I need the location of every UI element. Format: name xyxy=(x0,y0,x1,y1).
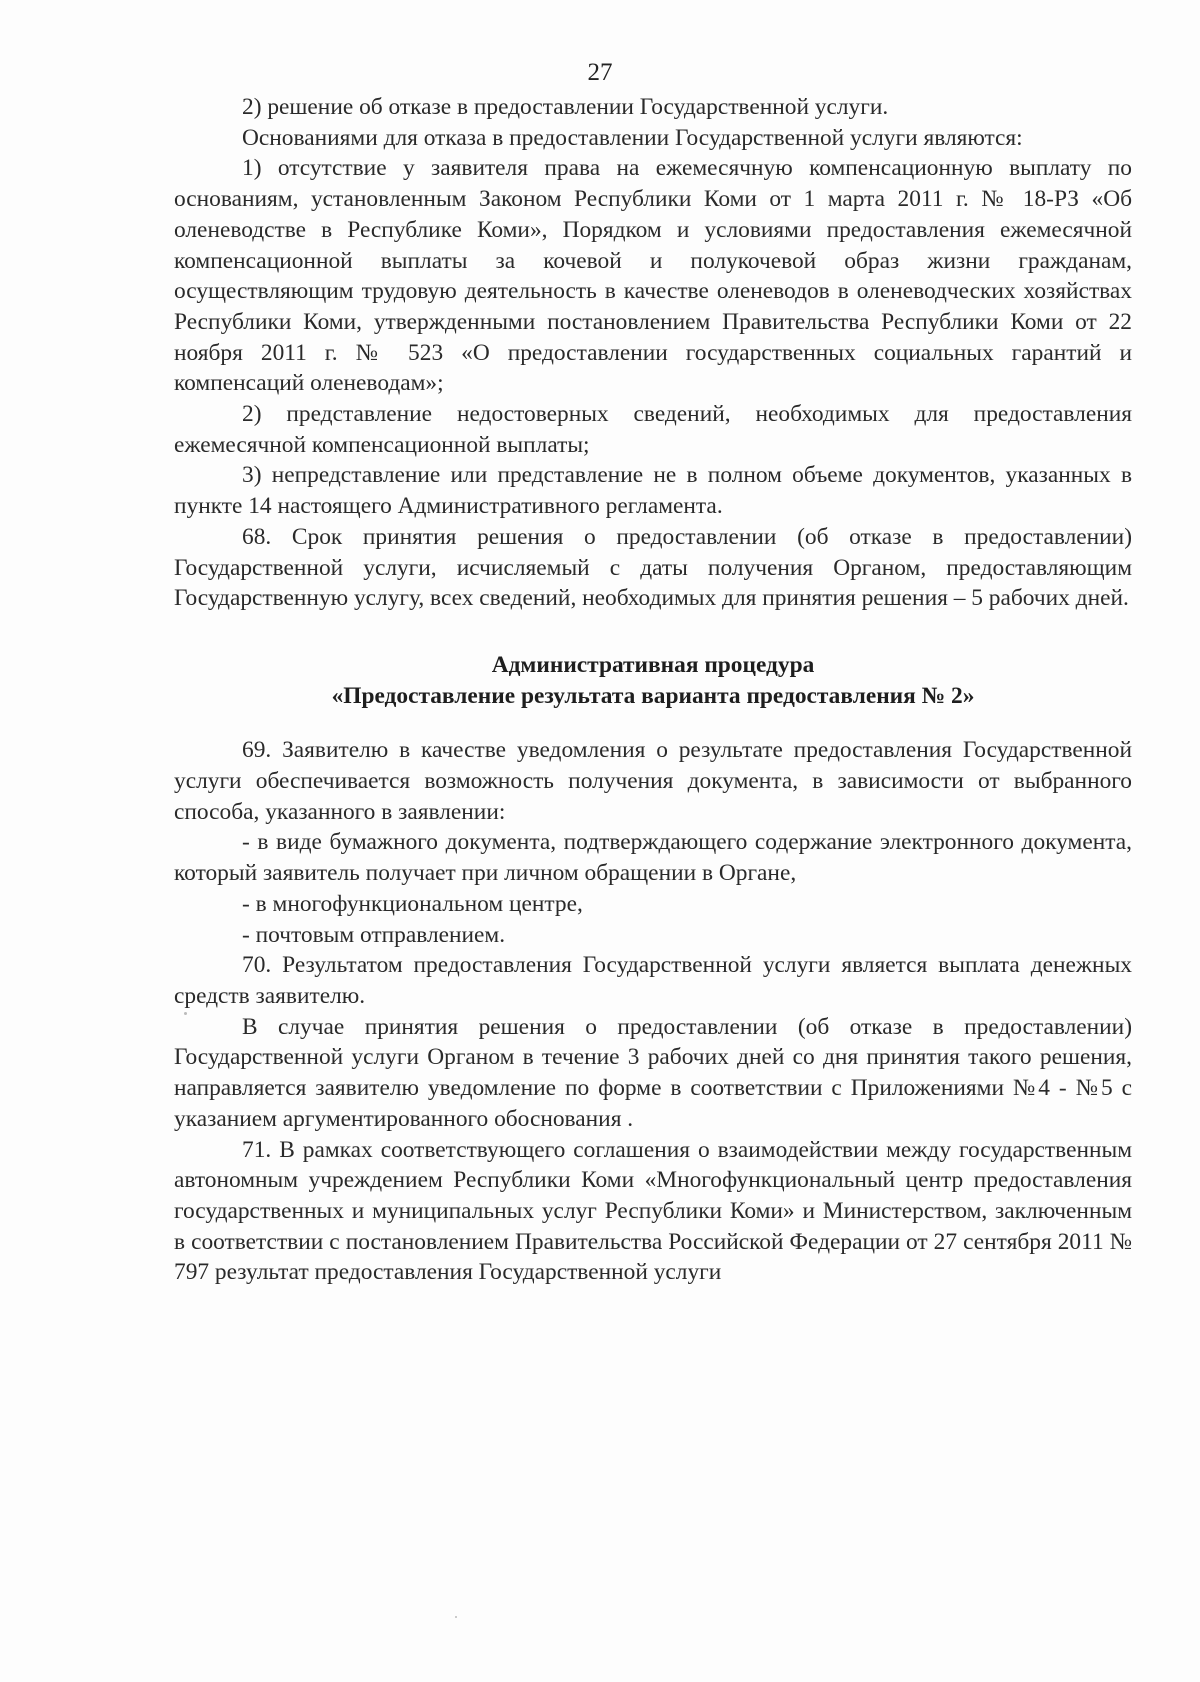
paragraph-refusal-ground-3: 3) непредставление или представление не в полном объеме документов, указанных в пункте 14 настоящего Административного регламента. xyxy=(174,462,1132,520)
section-heading-line-2: «Предоставление результата варианта предоставления № 2» xyxy=(331,682,975,709)
paragraph-68: 68. Срок принятия решения о предоставлении (об отказе в предоставлении) Государственной услуги, исчисляемый с даты получения Органом, предоставляющим Государственную услугу, всех сведений, необходимых для принятия решения – 5 рабочих дней. xyxy=(174,523,1132,612)
scan-artifact-dot xyxy=(455,1616,457,1618)
paragraph-refusal-grounds-intro: Основаниями для отказа в предоставлении Государственной услуги являются: xyxy=(242,124,1023,151)
list-item-postal: - почтовым отправлением. xyxy=(242,921,506,948)
paragraph-70: 70. Результатом предоставления Государственной услуги является выплата денежных средств заявителю. xyxy=(174,952,1132,1009)
heading-spacer xyxy=(174,614,1132,650)
section-heading-line-1: Административная процедура xyxy=(491,651,815,678)
paragraph-notification: В случае принятия решения о предоставлении (об отказе в предоставлении) Государственной услуги Органом в течение 3 рабочих дней со дня принятия такого решения, направляется заявителю уведомление по форме в соответствии с Приложениями №4 - №5 с указанием аргументированного обоснования . xyxy=(174,1013,1132,1132)
paragraph-refusal-ground-1: 1) отсутствие у заявителя права на ежемесячную компенсационную выплату по основаниям, установленным Законом Республики Коми от 1 марта 2011 г. № 18-РЗ «Об оленеводстве в Республике Коми», Порядком и условиями предоставления ежемесячной компенсационной выплаты за кочевой и полукочевой образ жизни гражданам, осуществляющим трудовую деятельность в качестве оленеводов в оленеводческих хозяйствах Республики Коми, утвержденными постановлением Правительства Республики Коми от 22 ноября 2011 г. № 523 «О предоставлении государственных социальных гарантий и компенсаций оленеводам»; xyxy=(174,155,1132,397)
paragraph-71: 71. В рамках соответствующего соглашения о взаимодействии между государственным автономным учреждением Республики Коми «Многофункциональный центр предоставления государственных и муниципальных услуг Республики Коми» и Министерством, заключенным в соответствии с постановлением Правительства Российской Федерации от 27 сентября 2011 № 797 результат предоставления Государственной услуги xyxy=(174,1136,1132,1286)
document-body xyxy=(174,92,1132,1288)
list-item-mfc: - в многофункциональном центре, xyxy=(242,890,583,917)
paragraph-refusal-ground-2: 2) представление недостоверных сведений, необходимых для предоставления ежемесячной компенсационной выплаты; xyxy=(174,401,1132,458)
paragraph-refusal-decision: 2) решение об отказе в предоставлении Государственной услуги. xyxy=(242,94,889,120)
paragraph-69: 69. Заявителю в качестве уведомления о результате предоставления Государственной услуги обеспечивается возможность получения документа, в зависимости от выбранного способа, указанного в заявлении: xyxy=(174,737,1132,825)
scan-artifact-dot xyxy=(184,1012,187,1015)
page-number: 27 xyxy=(587,59,613,86)
heading-spacer-after xyxy=(174,711,1132,735)
list-item-paper-document: - в виде бумажного документа, подтверждающего содержание электронного документа, который заявитель получает при личном обращении в Органе, xyxy=(174,829,1132,887)
